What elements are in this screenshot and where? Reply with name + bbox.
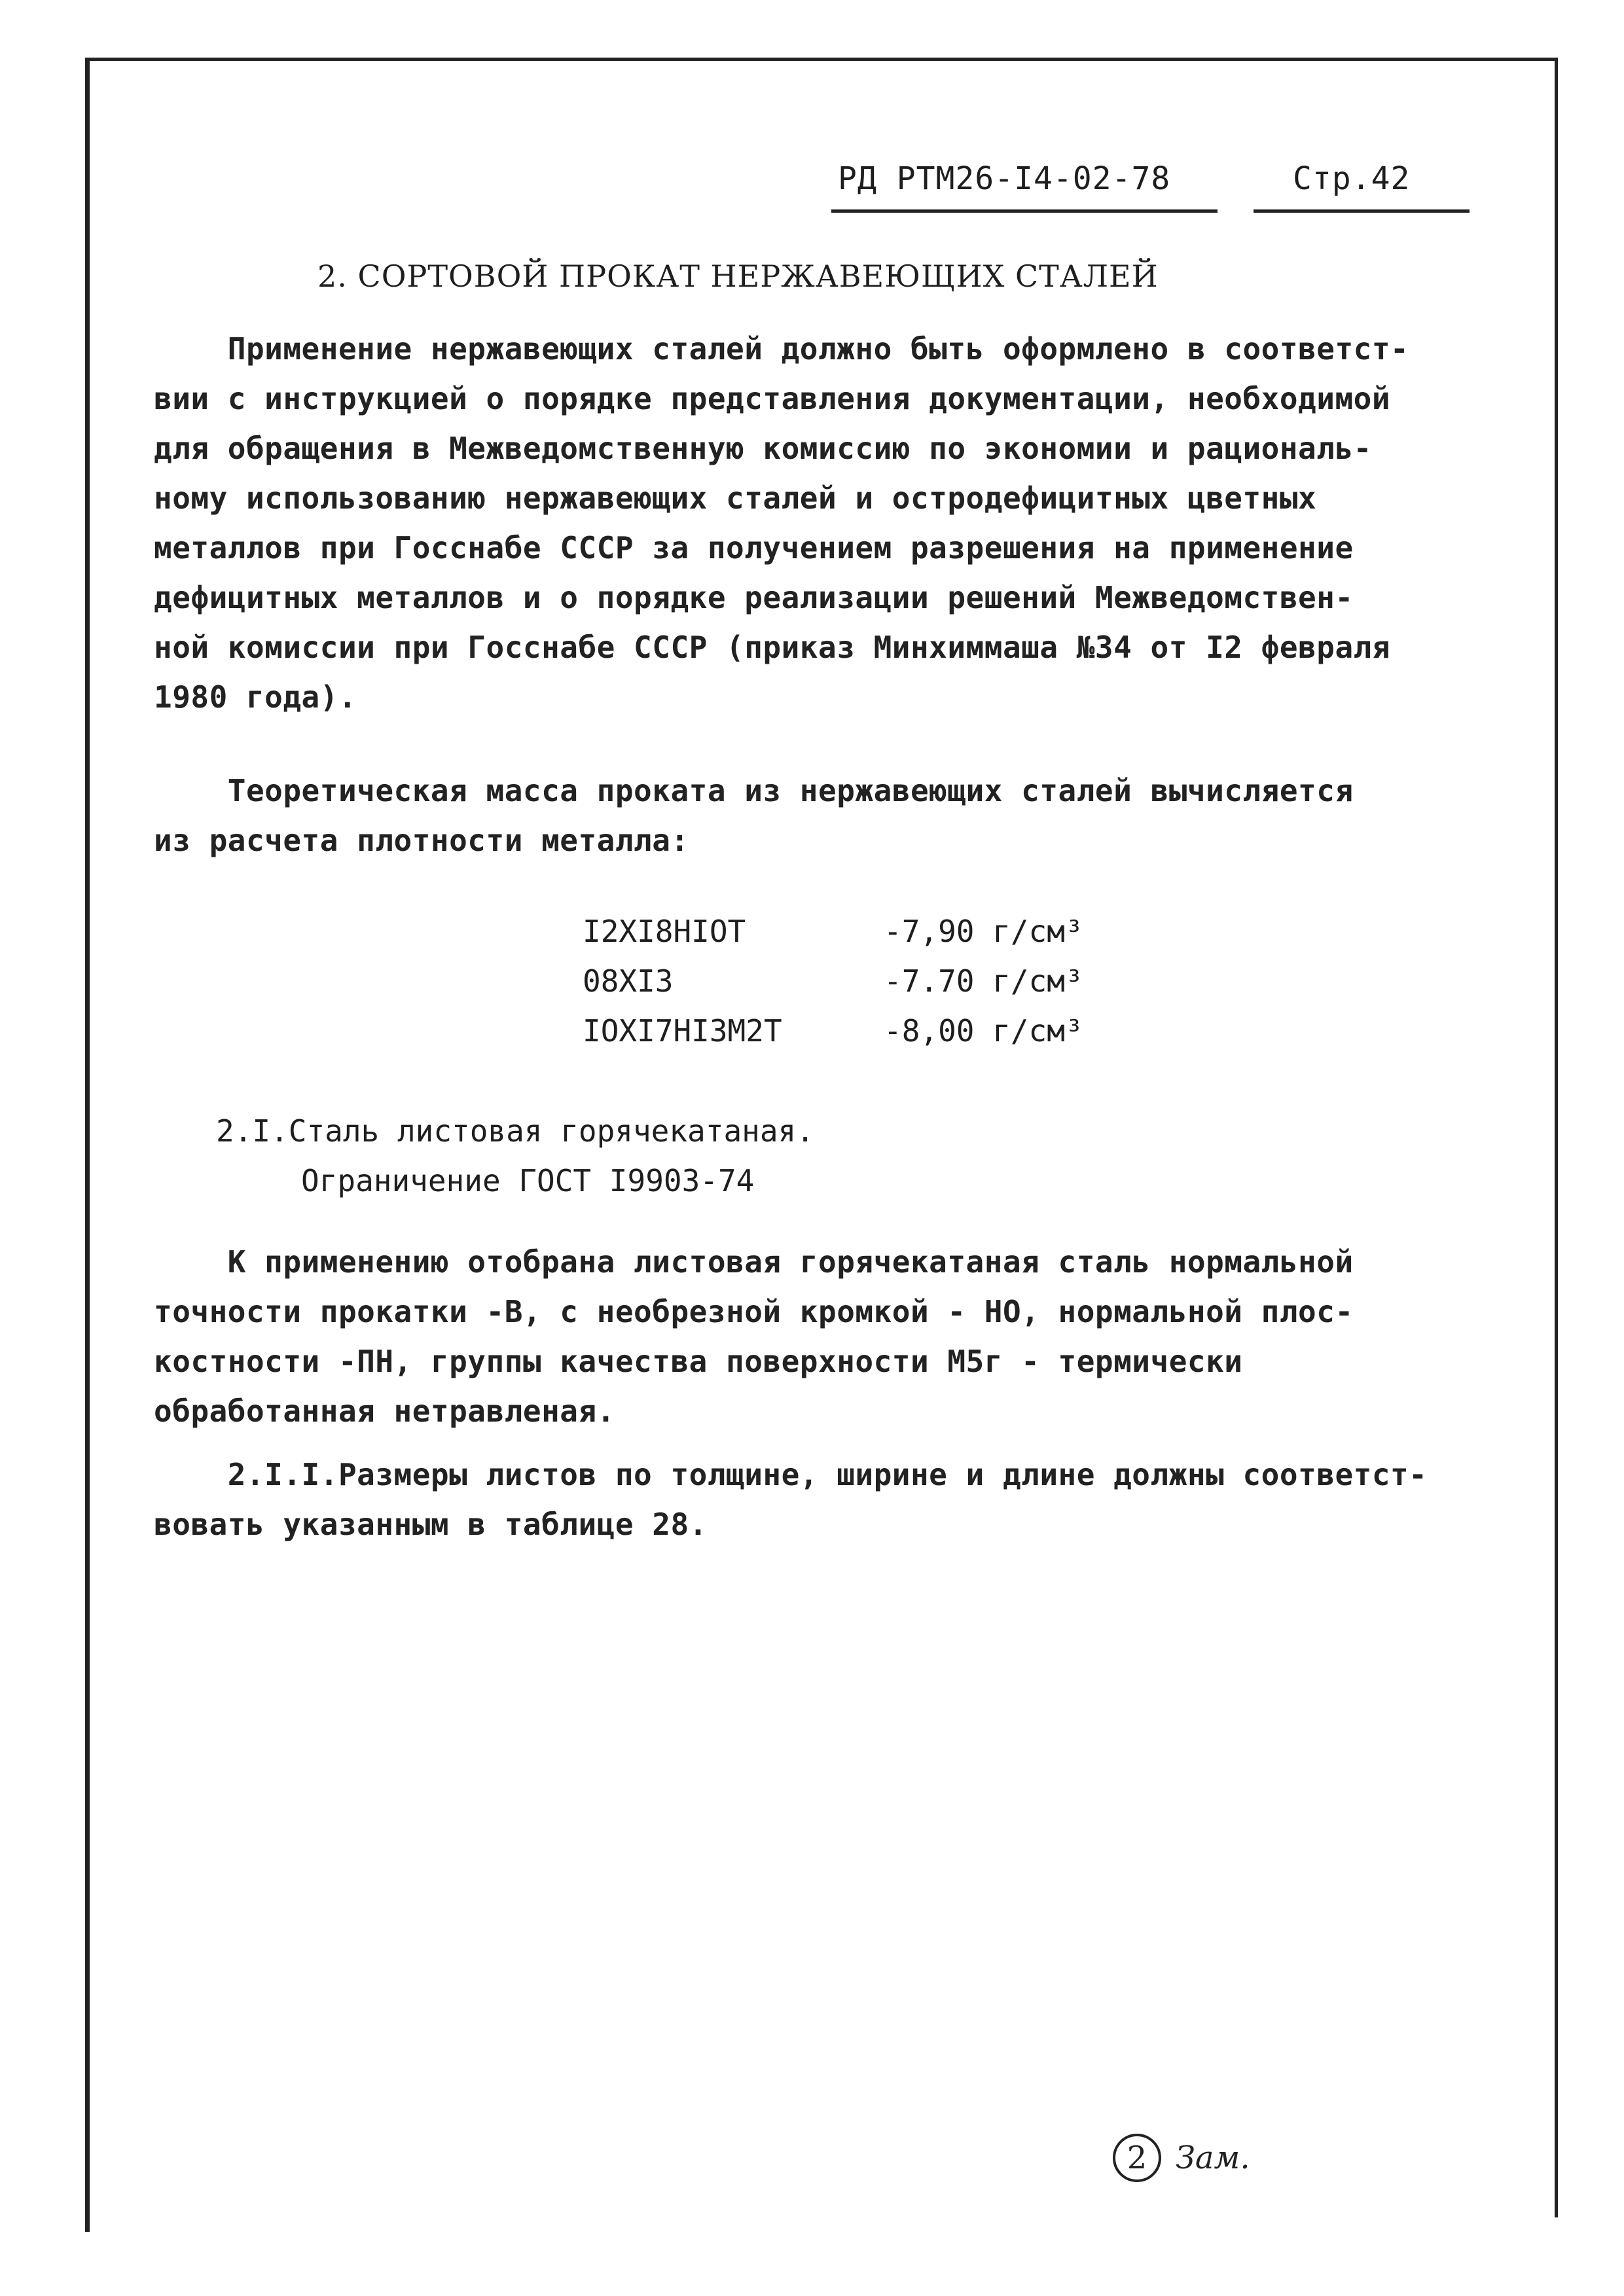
paragraph-line: из расчета плотности металла: (154, 823, 689, 858)
change-number: 2 (1113, 2134, 1161, 2182)
density-value: -7,90 г/см³ (884, 914, 1083, 949)
paragraph-steel-spec (154, 1237, 1535, 1436)
paragraph-line: 1980 года). (154, 679, 357, 715)
page-number-underline (1254, 209, 1470, 213)
paragraph-line: вовать указанным в таблице 28. (154, 1507, 708, 1542)
paragraph-line: металлов при Госснабе СССР за получением разрешения на применение (154, 530, 1354, 565)
section-title: 2. СОРТОВОЙ ПРОКАТ НЕРЖАВЕЮЩИХ СТАЛЕЙ (317, 259, 1159, 294)
paragraph-line: ному использованию нержавеющих сталей и остродефицитных цветных (154, 480, 1317, 516)
document-code: РД РТМ26-I4-02-78 (838, 160, 1171, 197)
paragraph-application (154, 324, 1535, 722)
subsection-title: 2.I.Сталь листовая горячекатаная. (216, 1113, 814, 1149)
paragraph-line: точности прокатки -В, с необрезной кромкой - НО, нормальной плос- (154, 1294, 1354, 1329)
density-value: -8,00 г/см³ (884, 1013, 1083, 1049)
paragraph-line: К применению отобрана листовая горячекатаная сталь нормальной (154, 1244, 1354, 1280)
paragraph-sheet-sizes (154, 1450, 1535, 1549)
paragraph-line: для обращения в Межведомственную комиссию по экономии и рациональ- (154, 431, 1372, 466)
change-mark (1113, 2134, 1250, 2182)
paragraph-line: обработанная нетравленая. (154, 1393, 615, 1429)
paragraph-line: дефицитных металлов и о порядке реализации решений Межведомствен- (154, 580, 1354, 615)
paragraph-line: 2.I.I.Размеры листов по толщине, ширине и длине должны соответст- (154, 1457, 1428, 1492)
density-value: -7.70 г/см³ (884, 963, 1083, 999)
paragraph-theoretical-mass (154, 766, 1535, 865)
steel-grade: I2XI8HIOT (583, 914, 746, 949)
paragraph-line: Теоретическая масса проката из нержавеющих сталей вычисляется (154, 773, 1354, 808)
paragraph-line: костности -ПН, группы качества поверхности М5г - термически (154, 1344, 1243, 1379)
paragraph-line: Применение нержавеющих сталей должно быть оформлено в соответст- (154, 331, 1409, 367)
paragraph-line: вии с инструкцией о порядке представления документации, необходимой (154, 381, 1391, 416)
page-number: Стр.42 (1293, 160, 1411, 197)
document-code-underline (831, 209, 1218, 213)
change-label: Зам. (1176, 2140, 1250, 2176)
page-frame-tail (85, 2160, 90, 2232)
steel-grade: IOXI7HI3M2T (583, 1013, 782, 1049)
steel-grade: 08XI3 (583, 963, 674, 999)
subsection-heading (216, 1106, 814, 1206)
paragraph-line: ной комиссии при Госснабе СССР (приказ Минхиммаша №34 от I2 февраля (154, 630, 1391, 665)
gost-restriction: Ограничение ГОСТ I9903-74 (301, 1163, 755, 1198)
